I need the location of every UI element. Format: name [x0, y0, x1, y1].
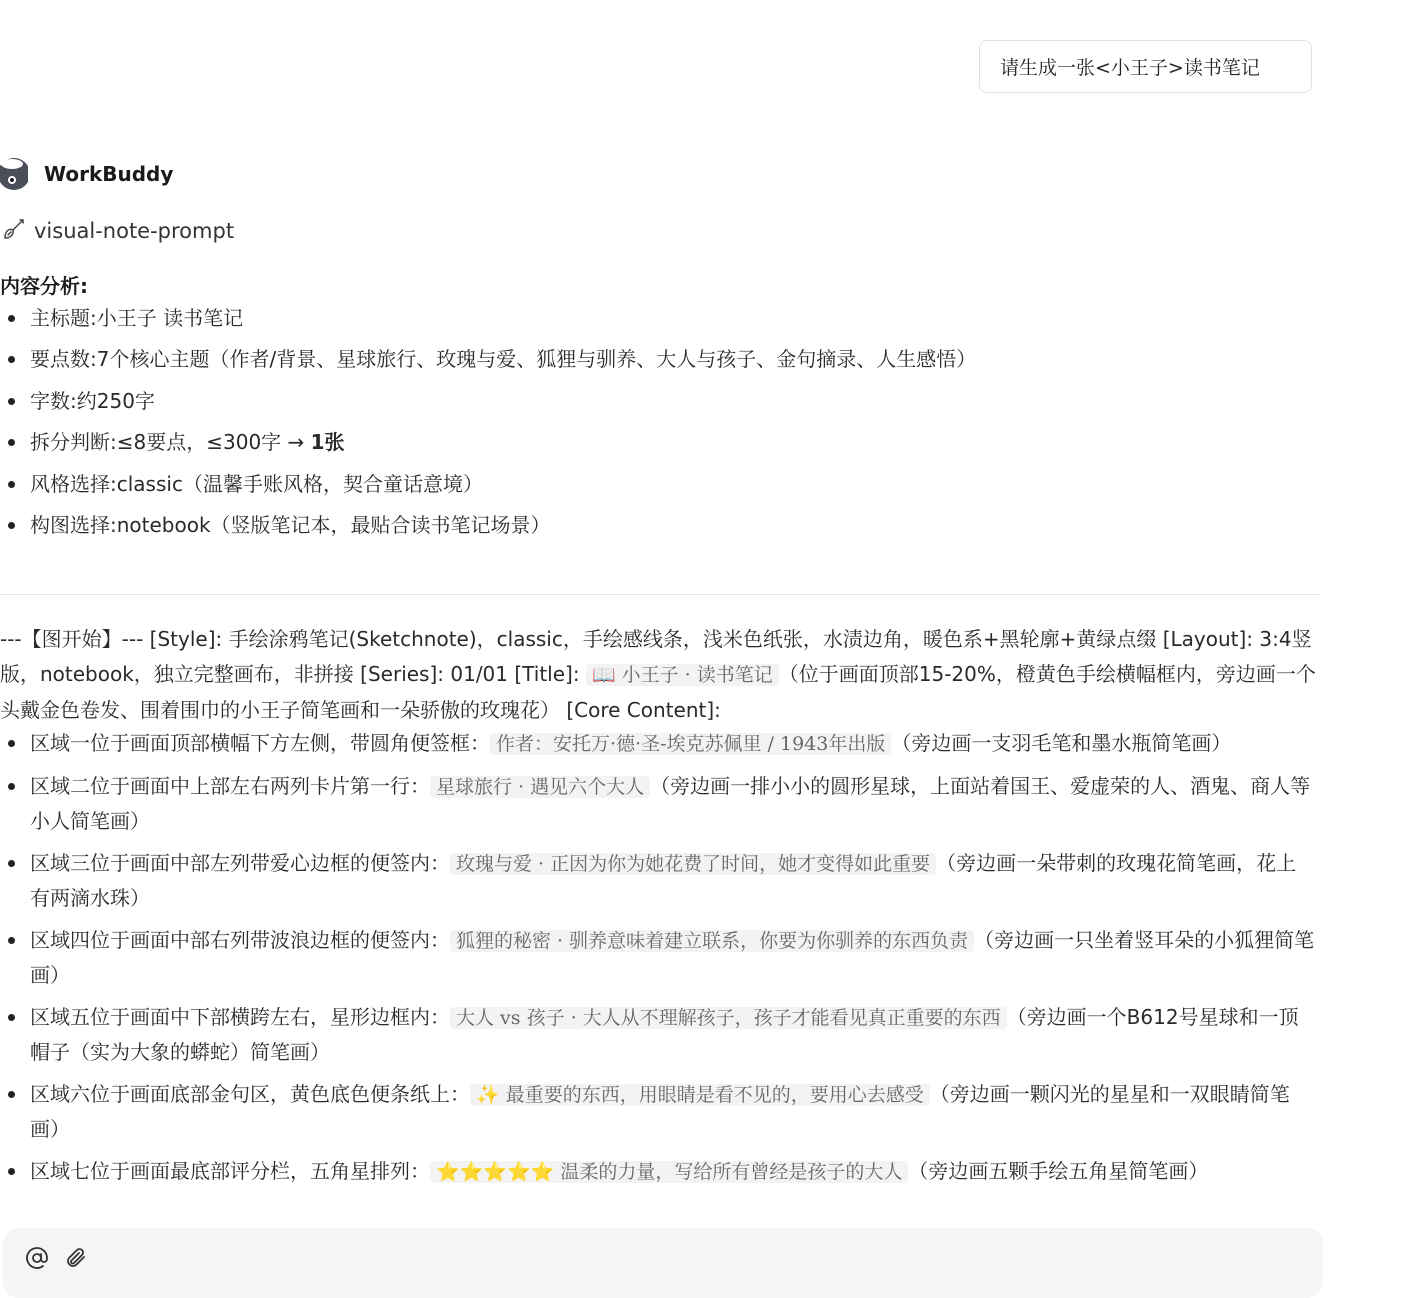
divider: [0, 594, 1320, 595]
list-item: 区域四位于画面中部右列带波浪边框的便签内： 狐狸的秘密 · 驯养意味着建立联系，你要为你驯养的东西负责 （旁边画一只坐着竖耳朵的小狐狸简笔画）: [0, 923, 1316, 992]
analysis-list: [0, 298, 976, 546]
core-content-list: [0, 726, 1320, 1189]
user-message-bubble: [979, 40, 1312, 93]
agent-name: WorkBuddy: [44, 162, 174, 186]
core-content-scroll[interactable]: [0, 726, 1320, 1203]
skill-tag[interactable]: [2, 215, 234, 247]
skill-name: visual-note-prompt: [34, 219, 235, 243]
list-item: 区域五位于画面中下部横跨左右，星形边框内： 大人 vs 孩子 · 大人从不理解孩子，孩子才能看见真正重要的东西 （旁边画一个B612号星球和一顶帽子（实为大象的蟒蛇）简笔画）: [0, 1000, 1316, 1069]
list-item: 区域一位于画面顶部横幅下方左侧，带圆角便签框： 作者：安托万·德·圣-埃克苏佩里 / 1943年出版 （旁边画一支羽毛笔和墨水瓶简笔画）: [0, 726, 1316, 761]
list-item: 主标题:小王子 读书笔记: [0, 298, 976, 339]
title-code: 📖 小王子 · 读书笔记: [586, 664, 779, 686]
prompt-paragraph: ---【图开始】--- [Style]: 手绘涂鸦笔记(Sketchnote)，classic，手绘感线条，浅米色纸张，水渍边角，暖色系+黑轮廓+黄绿点缀 [Layout]: 3:4竖版，notebook，独立完整画布，非拼接 [Series]: 01/01 [Title]: 📖 小王子 · 读书笔记 （位于画面顶部15-20%，橙黄色手绘横幅框内，旁边画一个头戴金色卷发、围着围巾的小王子简笔画和一朵骄傲的玫瑰花） [Core Content]:: [0, 627, 1316, 722]
list-item: 要点数:7个核心主题（作者/背景、星球旅行、玫瑰与爱、狐狸与驯养、大人与孩子、金句摘录、人生感悟）: [0, 339, 976, 380]
message-composer[interactable]: [3, 1228, 1323, 1298]
list-item: 风格选择:classic（温馨手账风格，契合童话意境）: [0, 464, 976, 505]
analysis-heading: 内容分析:: [0, 274, 88, 298]
list-item: 区域七位于画面最底部评分栏，五角星排列： ⭐⭐⭐⭐⭐ 温柔的力量，写给所有曾经是孩子的大人 （旁边画五颗手绘五角星简笔画）: [0, 1154, 1316, 1189]
list-item: 构图选择:notebook（竖版笔记本，最贴合读书笔记场景）: [0, 505, 976, 546]
brush-icon: [2, 217, 34, 246]
list-item: 字数:约250字: [0, 381, 976, 422]
list-item: 拆分判断:≤8要点，≤300字 → 1张: [0, 422, 976, 463]
paperclip-icon[interactable]: [63, 1245, 89, 1271]
list-item: 区域三位于画面中部左列带爱心边框的便签内： 玫瑰与爱 · 正因为你为她花费了时间，她才变得如此重要 （旁边画一朵带刺的玫瑰花简笔画，花上有两滴水珠）: [0, 846, 1316, 915]
agent-header: [0, 152, 173, 196]
user-message-text: 请生成一张<小王子>读书笔记: [1000, 57, 1260, 79]
list-item: 区域六位于画面底部金句区，黄色底色便条纸上： ✨ 最重要的东西，用眼睛是看不见的，要用心去感受 （旁边画一颗闪光的星星和一双眼睛简笔画）: [0, 1077, 1316, 1146]
list-item: 区域二位于画面中上部左右两列卡片第一行： 星球旅行 · 遇见六个大人 （旁边画一排小小的圆形星球，上面站着国王、爱虚荣的人、酒鬼、商人等小人简笔画）: [0, 769, 1316, 838]
agent-avatar: [0, 152, 28, 196]
at-icon[interactable]: [24, 1245, 50, 1271]
